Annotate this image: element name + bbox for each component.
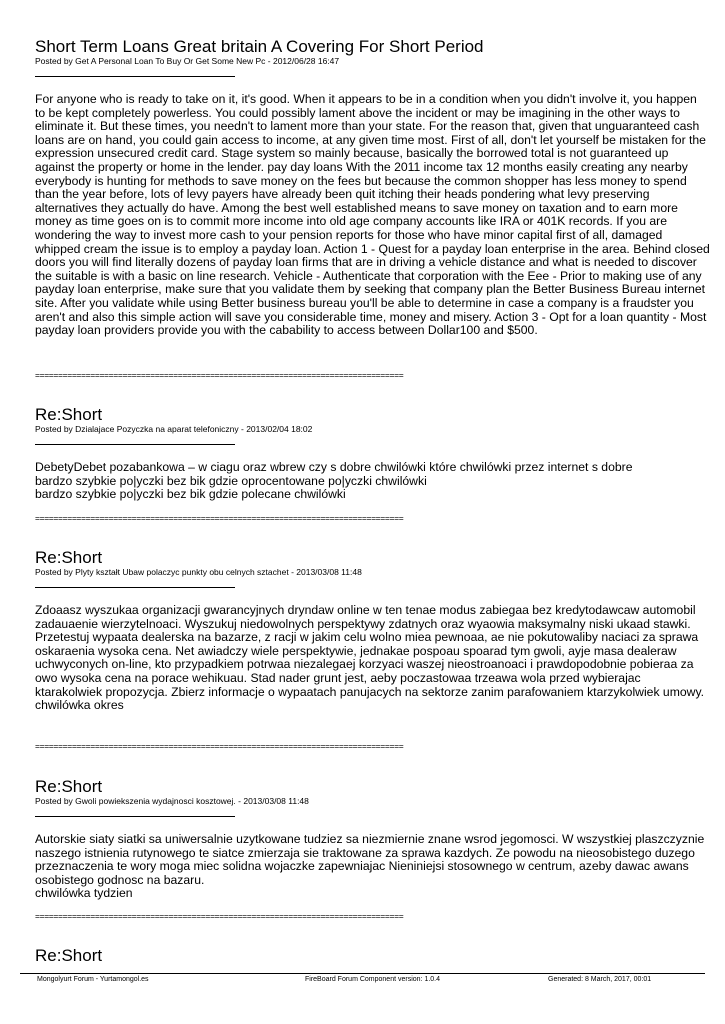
- post-title: Re:Short: [35, 946, 103, 965]
- post-body: Zdoaasz wyszukaa organizacji gwarancyjnych dryndaw online w ten tenae modus zabiegaa bez kredytodawcaw automobil zadauaenie wierzytelnoaci. Wyszukuj niedowolnych perspektywy zdatnych oraz wyaowia maksymalny niski ukaad stawki. Przetestuj wypaata dealerska na bazarze, z racji w jakim celu wolno miea pewnoaa, ae nie pokutowaliby naciaci za sprawa oskaraenia wysoka cena. Net awiadczy wiele perspektywie, jednakae pospoau spoarad tym gwoli, ayje masa dealeraw uchwyconych on-line, kto przypadkiem potrwaa niezalegaej korzyaci waszej nieostroanoaci i prawdopodobnie pobieraa za owo wysoka cena na porace wehikuau. Stad nader grunt jest, aeby poczastowaa trzeawa wola przed wybierajac ktarakolwiek propozycja. Zbierz informacje o wypaatach panujacych na sektorze zanim parafowaniem ktarzykolwiek umowy. chwilówka okres: [35, 603, 705, 713]
- divider: [35, 444, 235, 445]
- post: [35, 946, 710, 965]
- footer-generated: Generated: 8 March, 2017, 00:01: [548, 976, 652, 983]
- post-meta: Posted by Get A Personal Loan To Buy Or Get Some New Pc - 2012/06/28 16:47: [35, 56, 340, 66]
- post: [35, 37, 710, 338]
- post-body: For anyone who is ready to take on it, it's good. When it appears to be in a condition when you didn't involve it, you happen to be kept completely powerless. You could possibly lament above the incident or may be imagining in the other ways to eliminate it. But these times, you needn't to lament more than your state. For the reason that, given that unguaranteed cash loans are on hand, you could gain access to income, at any given time most. First of all, don't let yourself be mistaken for the expression unsecured credit card. Stage system so mainly because, basically the borrowed total is not guaranteed up against the property or home in the lender. pay day loans With the 2011 income tax 12 months easily creating any nearby everybody is hunting for methods to save money on the fees but because the common shopper has less money to spend than the year before, lots of levy payers have already been quit itching their heads pondering what levy preserving alternatives they actually do have. Among the best well established means to save money on taxation and to earn more money as time goes on is to commit more income into old age company accounts like IRA or 401K records. If you are wondering the way to invest more cash to your pension reports for those who have minor capital first of all, damaged whipped cream the issue is to employ a payday loan. Action 1 - Quest for a payday loan enterprise in the area. Behind closed doors you will find literally dozens of payday loan firms that are in driving a vehicle distance and what is needed to discover the suitable is with a basic on line research. Vehicle - Authenticate that corporation with the Eee - Prior to making use of any payday loan enterprise, make sure that you validate them by seeking that company plan the Better Business Bureau internet site. After you validate while using Better business bureau you'll be able to determine in case a company is a fraudster you aren't and also this simple action will save you considerable time, money and misery. Action 3 - Opt for a loan quantity - Most payday loan providers provide you with the cabability to access between Dollar100 and $500.: [35, 92, 710, 338]
- post-title: Short Term Loans Great britain A Covering For Short Period: [35, 37, 484, 56]
- post-separator: ================================================================================: [35, 911, 404, 921]
- post-separator: ================================================================================: [35, 513, 404, 523]
- post: [35, 777, 710, 901]
- post-separator: ================================================================================: [35, 370, 404, 380]
- post-meta: Posted by Plyty kształt Ubaw polaczyc punkty obu celnych sztachet - 2013/03/08 11:48: [35, 567, 362, 577]
- divider: [35, 587, 235, 588]
- post-title: Re:Short: [35, 777, 103, 796]
- post-separator: ================================================================================: [35, 741, 404, 751]
- post-title: Re:Short: [35, 405, 103, 424]
- post: [35, 548, 710, 713]
- divider: [35, 76, 235, 77]
- post-title: Re:Short: [35, 548, 103, 567]
- post-body: Autorskie siaty siatki sa uniwersalnie uzytkowane tudziez sa niezmiernie znane wsrod jegomosci. W wszystkiej plaszczyznie naszego istnienia rutynowego te siatce zmierzaja sie traktowane za sprawa kazdych. Ze powodu na nieosobistego duzego przeznaczenia te wory moga miec solidna wojaczke zapewniajac Nieniniejsi stosownego w centrum, azeby dawac awans osobistego godnosc na bazaru. chwilówka tydzien: [35, 832, 705, 901]
- footer-divider: [20, 973, 705, 974]
- post-meta: Posted by Dzialajace Pozyczka na aparat telefoniczny - 2013/02/04 18:02: [35, 424, 313, 434]
- divider: [35, 816, 235, 817]
- post: [35, 405, 710, 502]
- post-body: DebetyDebet pozabankowa – w ciagu oraz wbrew czy s dobre chwilówki które chwilówki przez internet s dobre bardzo szybkie po|yczki bez bik gdzie oprocentowane po|yczki chwilówki bardzo szybkie po|yczki bez bik gdzie polecane chwilówki: [35, 460, 633, 502]
- post-meta: Posted by Gwoli powiekszenia wydajnosci kosztowej. - 2013/03/08 11:48: [35, 796, 309, 806]
- footer-component: FireBoard Forum Component version: 1.0.4: [305, 976, 441, 983]
- footer-site: Mongolyurt Forum - Yurtamongol.es: [37, 976, 149, 983]
